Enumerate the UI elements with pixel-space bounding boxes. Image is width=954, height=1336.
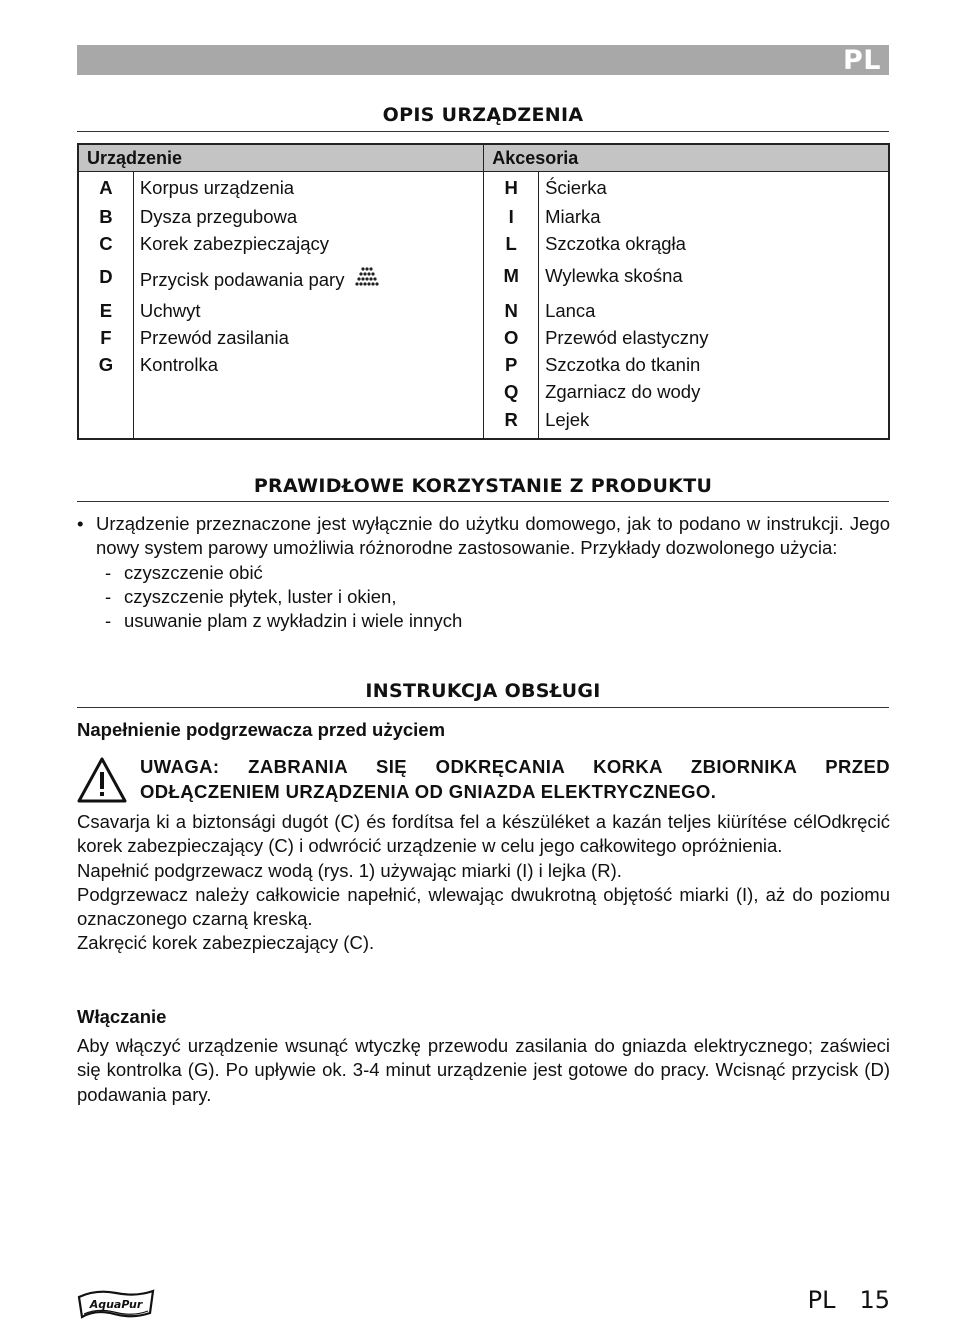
accessory-labels (539, 172, 889, 440)
usage-bullet (77, 512, 890, 633)
accessory-letter: H (504, 177, 518, 198)
part-letter: G (98, 354, 114, 375)
accessory-letter: P (504, 354, 518, 375)
accessory-letter: I (508, 206, 514, 227)
device-letters (78, 172, 133, 440)
accessory-label: Miarka (545, 206, 601, 227)
device-labels (133, 172, 483, 440)
accessory-label: Lejek (545, 409, 590, 430)
warning-text: UWAGA: ZABRANIA SIĘ ODKRĘCANIA KORKA ZBIORNIKA PRZED ODŁĄCZENIEM URZĄDZENIA OD GNIAZDA ELEKTRYCZNEGO. (140, 756, 890, 802)
part-label: Przycisk podawania pary (139, 269, 345, 290)
part-label: Uchwyt (139, 300, 201, 321)
subheading-switch-on: Włączanie (77, 1006, 167, 1027)
accessory-letter: N (504, 300, 518, 321)
language-code: PL (843, 45, 881, 76)
accessory-letter: M (503, 265, 519, 286)
divider (77, 131, 889, 132)
part-letter: C (99, 233, 113, 254)
part-label: Dysza przegubowa (139, 206, 298, 227)
page-number: 15 (859, 1286, 890, 1314)
part-letter: B (99, 206, 113, 227)
part-letter: F (100, 327, 112, 348)
accessory-letter: R (504, 409, 518, 430)
part-label: Kontrolka (139, 354, 218, 375)
section-title-instructions: INSTRUKCJA OBSŁUGI (365, 680, 601, 702)
svg-text:AquaPur: AquaPur (89, 1298, 143, 1311)
switch-on-paragraph: Aby włączyć urządzenie wsunąć wtyczkę przewodu zasilania do gniazda elektrycznego; zaświeci się kontrolka (G). Po upływie ok. 3-4 minut urządzenie jest gotowe do pracy. Wcisnąć przycisk (D) podawania pary. (77, 1035, 890, 1105)
paragraph: Napełnić podgrzewacz wodą (rys. 1) używając miarki (I) i lejka (R). (77, 859, 622, 881)
footer-language: PL (807, 1286, 836, 1314)
accessory-letter: L (505, 233, 517, 254)
accessory-label: Wylewka skośna (545, 265, 683, 286)
accessory-label: Lanca (545, 300, 596, 321)
divider (77, 707, 889, 708)
accessory-letters (484, 172, 539, 440)
accessory-label: Ścierka (545, 177, 607, 198)
warning-icon (76, 756, 128, 804)
column-header-device: Urządzenie (78, 144, 484, 172)
part-label: Korek zabezpieczający (139, 233, 330, 254)
accessory-letter: Q (503, 381, 519, 402)
part-letter: D (99, 266, 113, 287)
accessory-label: Szczotka okrągła (545, 233, 686, 254)
part-label: Korpus urządzenia (139, 177, 295, 198)
steam-icon (352, 266, 382, 288)
bullet-dot: • (77, 513, 84, 534)
list-item: - czyszczenie płytek, luster i okien, (105, 585, 890, 609)
part-label-row-d (140, 257, 477, 297)
part-letter: E (99, 300, 113, 321)
part-letter: A (99, 177, 113, 198)
accessory-label: Szczotka do tkanin (545, 354, 701, 375)
paragraph: Zakręcić korek zabezpieczający (C). (77, 932, 375, 954)
accessory-letter: O (503, 327, 519, 348)
brand-logo (76, 1287, 156, 1321)
parts-table (77, 143, 890, 440)
usage-list (77, 561, 890, 634)
paragraph: Csavarja ki a biztonsági dugót (C) és fordítsa fel a készüléket a kazán teljes kiürítése célOdkręcić korek zabezpieczający (C) i odwrócić urządzenie w celu jego całkowitego opróżnienia. (77, 811, 890, 857)
accessory-label: Przewód elastyczny (545, 327, 709, 348)
column-header-accessories: Akcesoria (484, 144, 889, 172)
list-item: - czyszczenie obić (105, 561, 890, 585)
page-footer (808, 1286, 890, 1314)
section-title-description: OPIS URZĄDZENIA (382, 104, 584, 126)
subheading-fill: Napełnienie podgrzewacza przed użyciem (77, 719, 446, 740)
paragraph: Podgrzewacz należy całkowicie napełnić, wlewając dwukrotną objętość miarki (I), aż do poziomu oznaczonego czarną kreską. (77, 883, 890, 930)
accessory-label: Zgarniacz do wody (545, 381, 701, 402)
part-label: Przewód zasilania (139, 327, 289, 348)
section-title-usage: PRAWIDŁOWE KORZYSTANIE Z PRODUKTU (253, 475, 713, 497)
fill-instructions (77, 810, 890, 956)
language-bar (77, 45, 889, 75)
usage-text: Urządzenie przeznaczone jest wyłącznie do użytku domowego, jak to podano w instrukcji. Jego nowy system parowy umożliwia różnorodne zastosowanie. Przykłady dozwolonego użycia: (96, 513, 890, 559)
list-item: - usuwanie plam z wykładzin i wiele innych (105, 609, 890, 633)
divider (77, 501, 889, 502)
